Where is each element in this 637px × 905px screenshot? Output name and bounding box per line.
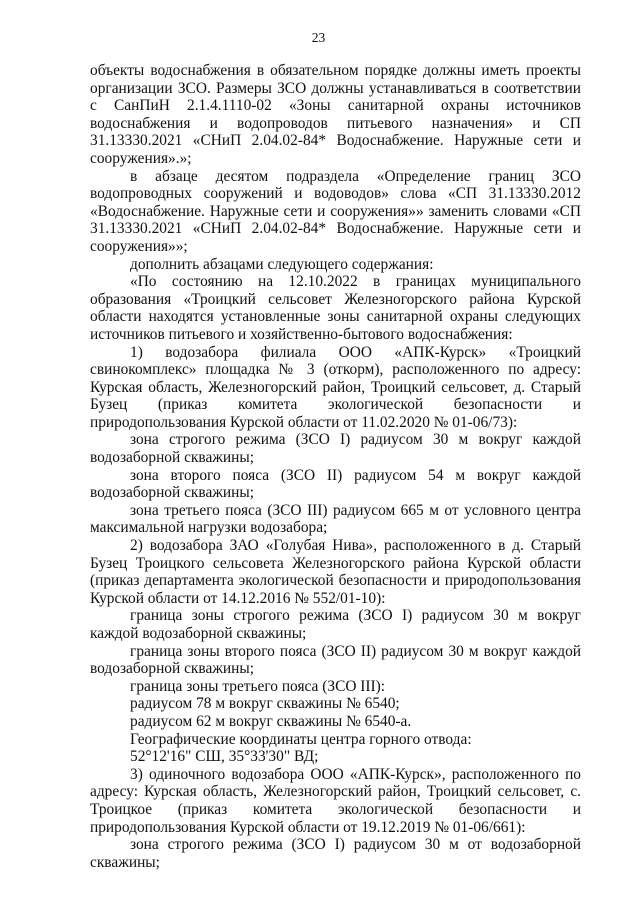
- paragraph: зона строгого режима (ЗСО I) радиусом 30 м вокруг каждой водозаборной скважины;: [90, 431, 581, 467]
- paragraph: Географические координаты центра горного отвода:: [130, 730, 472, 748]
- list-item: 2) водозабора ЗАО «Голубая Нива», расположенного в д. Старый Бузец Троицкого сельсовета Железногорского района Курской области (приказ департамента экологической безопасности и природопользования Курской области от 14.12.2016 № 552/01-10):: [90, 537, 581, 607]
- paragraph: «По состоянию на 12.10.2022 в границах муниципального образования «Троицкий сельсовет Железногорского района Курской области находятся установленные зоны санитарной охраны следующих источников питьевого и хозяйственно-бытового водоснабжения:: [90, 273, 581, 343]
- document-body: [90, 62, 581, 871]
- paragraph: граница зоны строгого режима (ЗСО I) радиусом 30 м вокруг каждой водозаборной скважины;: [90, 607, 581, 642]
- paragraph: зона строгого режима (ЗСО I) радиусом 30 м от водозаборной скважины;: [90, 836, 581, 871]
- page-number: 23: [311, 30, 326, 45]
- paragraph: радиусом 62 м вокруг скважины № 6540-а.: [130, 712, 412, 730]
- paragraph: в абзаце десятом подраздела «Определение границ ЗСО водопроводных сооружений и водоводов» слова «СП 31.13330.2012 «Водоснабжение. Наружные сети и сооружения»» заменить словами «СП 31.13330.2021 «СНиП 2.04.02-84* Водоснабжение. Наружные сети и сооружения»»;: [90, 167, 581, 255]
- paragraph: граница зоны третьего пояса (ЗСО III):: [130, 677, 386, 695]
- paragraph: зона третьего пояса (ЗСО III) радиусом 665 м от условного центра максимальной нагрузки водозабора;: [90, 501, 581, 537]
- paragraph: зона второго пояса (ЗСО II) радиусом 54 м вокруг каждой водозаборной скважины;: [90, 466, 581, 502]
- paragraph: дополнить абзацами следующего содержания:: [130, 255, 434, 273]
- list-item: 1) водозабора филиала ООО «АПК-Курск» «Троицкий свинокомплекс» площадка № 3 (откорм), расположенного по адресу: Курская область, Железногорский район, Троицкий сельсовет, д. Старый Бузец (приказ комитета экологической безопасности и природопользования Курской области от 11.02.2020 № 01-06/73):: [90, 343, 581, 431]
- paragraph: радиусом 78 м вокруг скважины № 6540;: [130, 695, 400, 713]
- list-item: 3) одиночного водозабора ООО «АПК-Курск», расположенного по адресу: Курская область, Железногорский район, Троицкий сельсовет, с. Троицкое (приказ комитета экологической безопасности и природопользования Курской области от 19.12.2019 № 01-06/661):: [90, 765, 581, 836]
- paragraph: объекты водоснабжения в обязательном порядке должны иметь проекты организации ЗСО. Размеры ЗСО должны устанавливаться в соответствии с СанПиН 2.1.4.1110-02 «Зоны санитарной охраны источников водоснабжения и водопроводов питьевого назначения» и СП 31.13330.2021 «СНиП 2.04.02-84* Водоснабжение. Наружные сети и сооружения».»;: [90, 62, 581, 167]
- coordinates-line: 52°12'16" СШ, 35°33'30" ВД;: [130, 748, 319, 766]
- paragraph: граница зоны второго пояса (ЗСО II) радиусом 30 м вокруг каждой водозаборной скважины;: [90, 642, 581, 678]
